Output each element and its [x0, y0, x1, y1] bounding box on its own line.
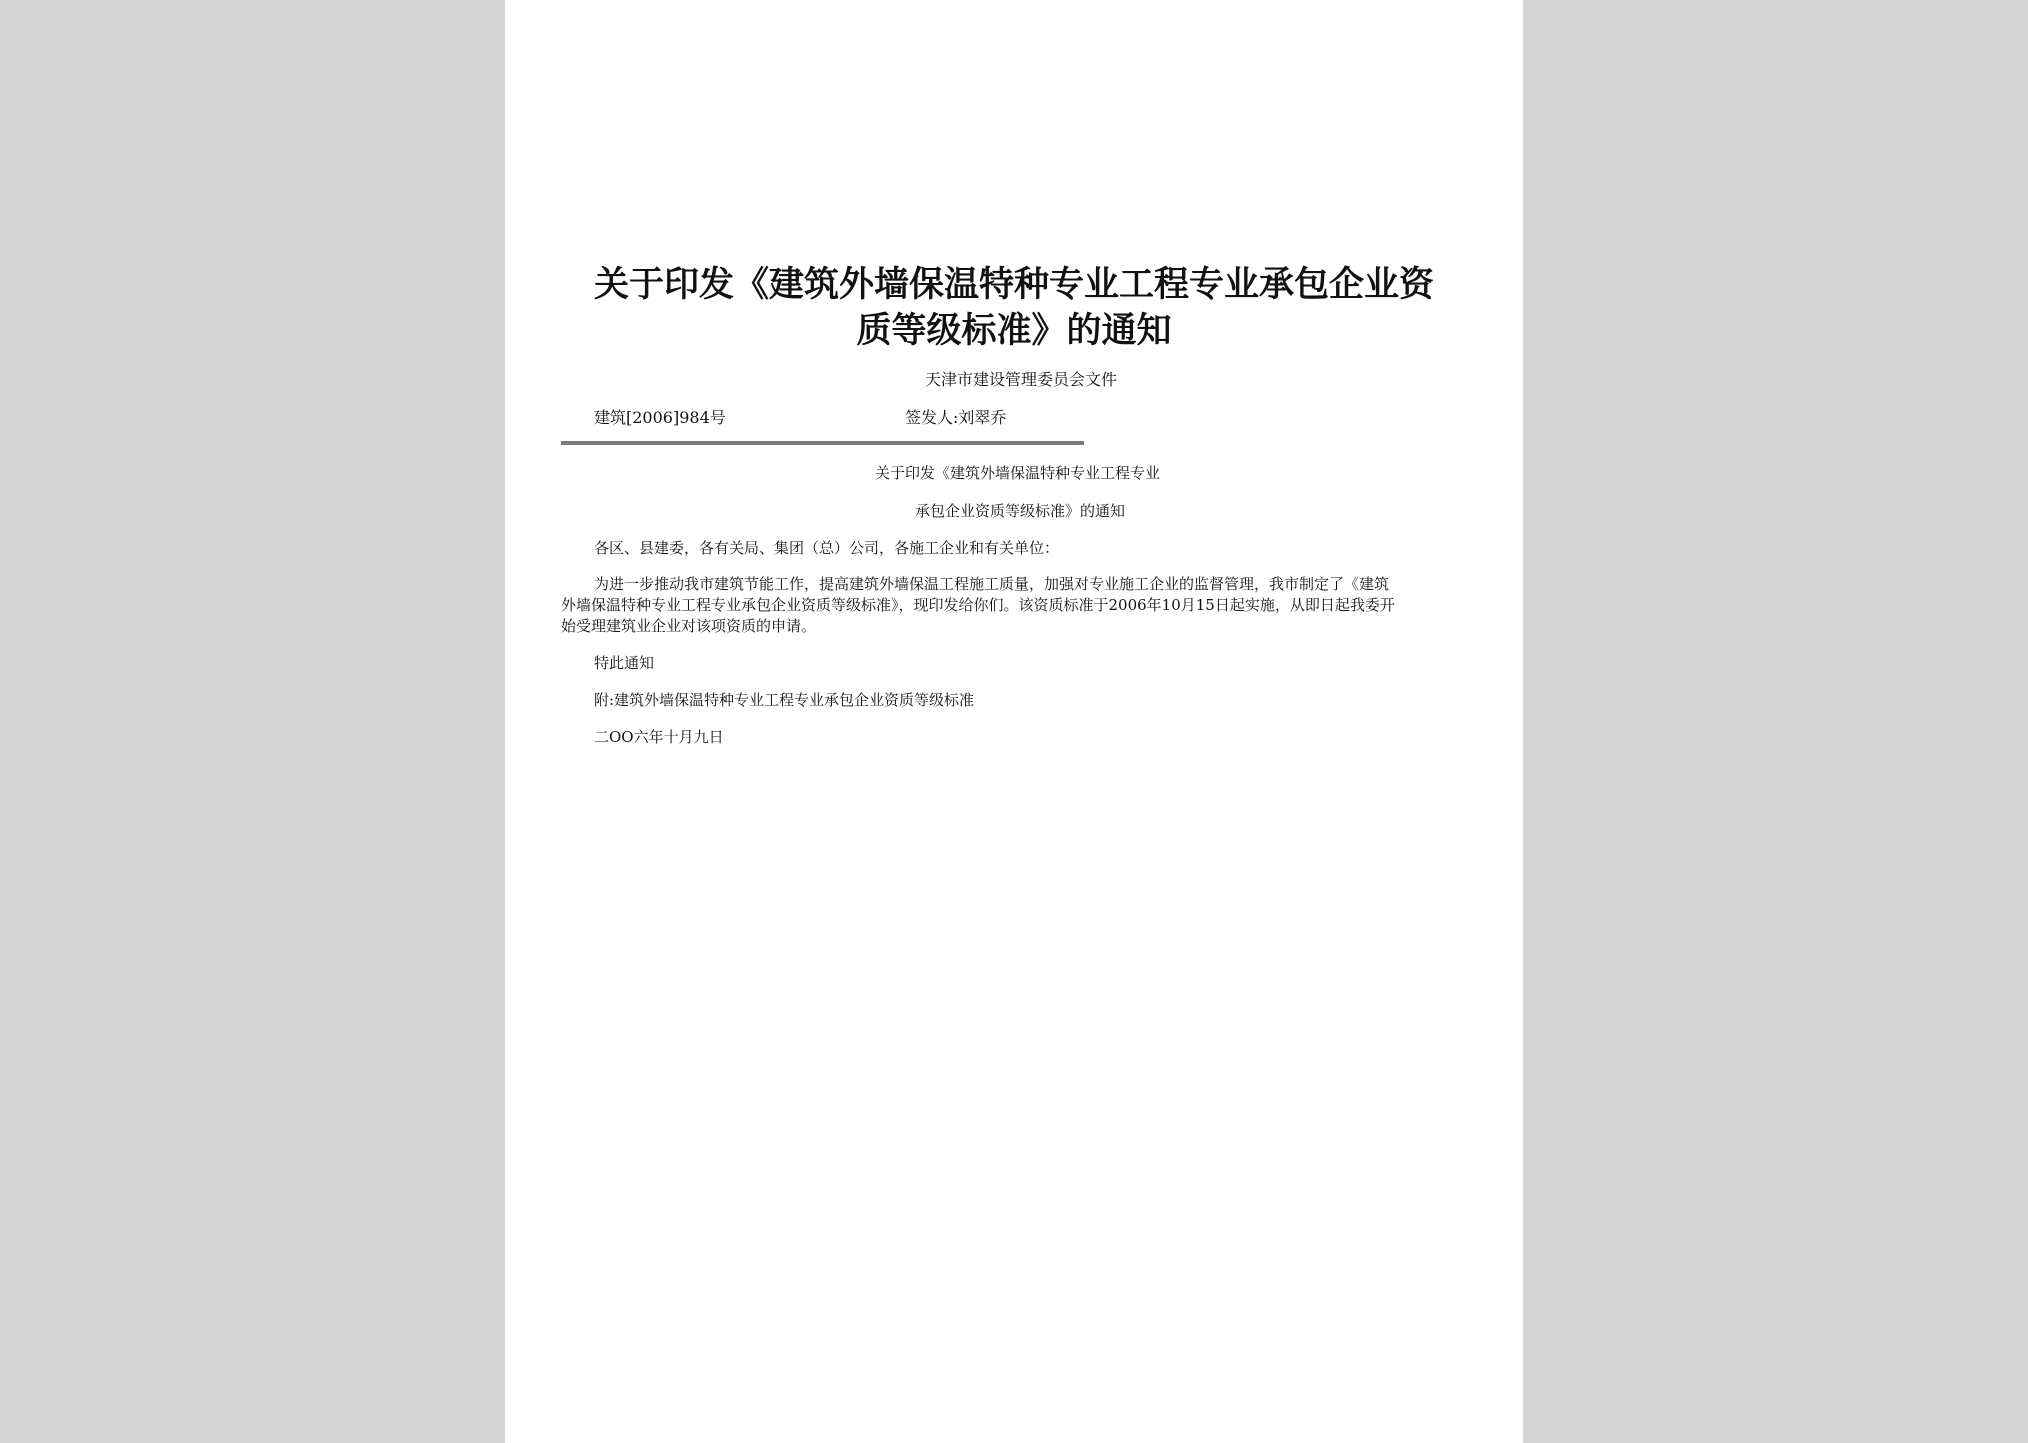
- header-divider: [561, 441, 1084, 445]
- salutation: 各区、县建委，各有关局、集团（总）公司，各施工企业和有关单位：: [594, 539, 1060, 557]
- body-line-3: 始受理建筑业企业对该项资质的申请。: [561, 617, 817, 635]
- body-paragraph: [561, 574, 1471, 637]
- issuer-line: 天津市建设管理委员会文件: [925, 370, 1118, 389]
- closing-notice: 特此通知: [594, 654, 655, 672]
- subtitle-line-1: 关于印发《建筑外墙保温特种专业工程专业: [875, 464, 1161, 482]
- signer: 签发人:刘翠乔: [905, 408, 1007, 427]
- body-line-1: 为进一步推动我市建筑节能工作，提高建筑外墙保温工程施工质量，加强对专业施工企业的监督管理，我市制定了《建筑: [594, 575, 1390, 593]
- title-line-1: 关于印发《建筑外墙保温特种专业工程专业承包企业资: [593, 265, 1434, 305]
- document-number: 建筑[2006]984号: [594, 408, 726, 427]
- page-title: [545, 262, 1483, 354]
- body-line-2: 外墙保温特种专业工程专业承包企业资质等级标准》，现印发给你们。该资质标准于2006年10月15日起实施，从即日起我委开: [561, 596, 1395, 614]
- subtitle-line-2: 承包企业资质等级标准》的通知: [915, 502, 1126, 520]
- attachment-line: 附:建筑外墙保温特种专业工程专业承包企业资质等级标准: [594, 691, 975, 709]
- document-page: [505, 0, 1523, 1443]
- title-line-2: 质等级标准》的通知: [856, 311, 1172, 351]
- issue-date: 二OO六年十月九日: [594, 728, 724, 746]
